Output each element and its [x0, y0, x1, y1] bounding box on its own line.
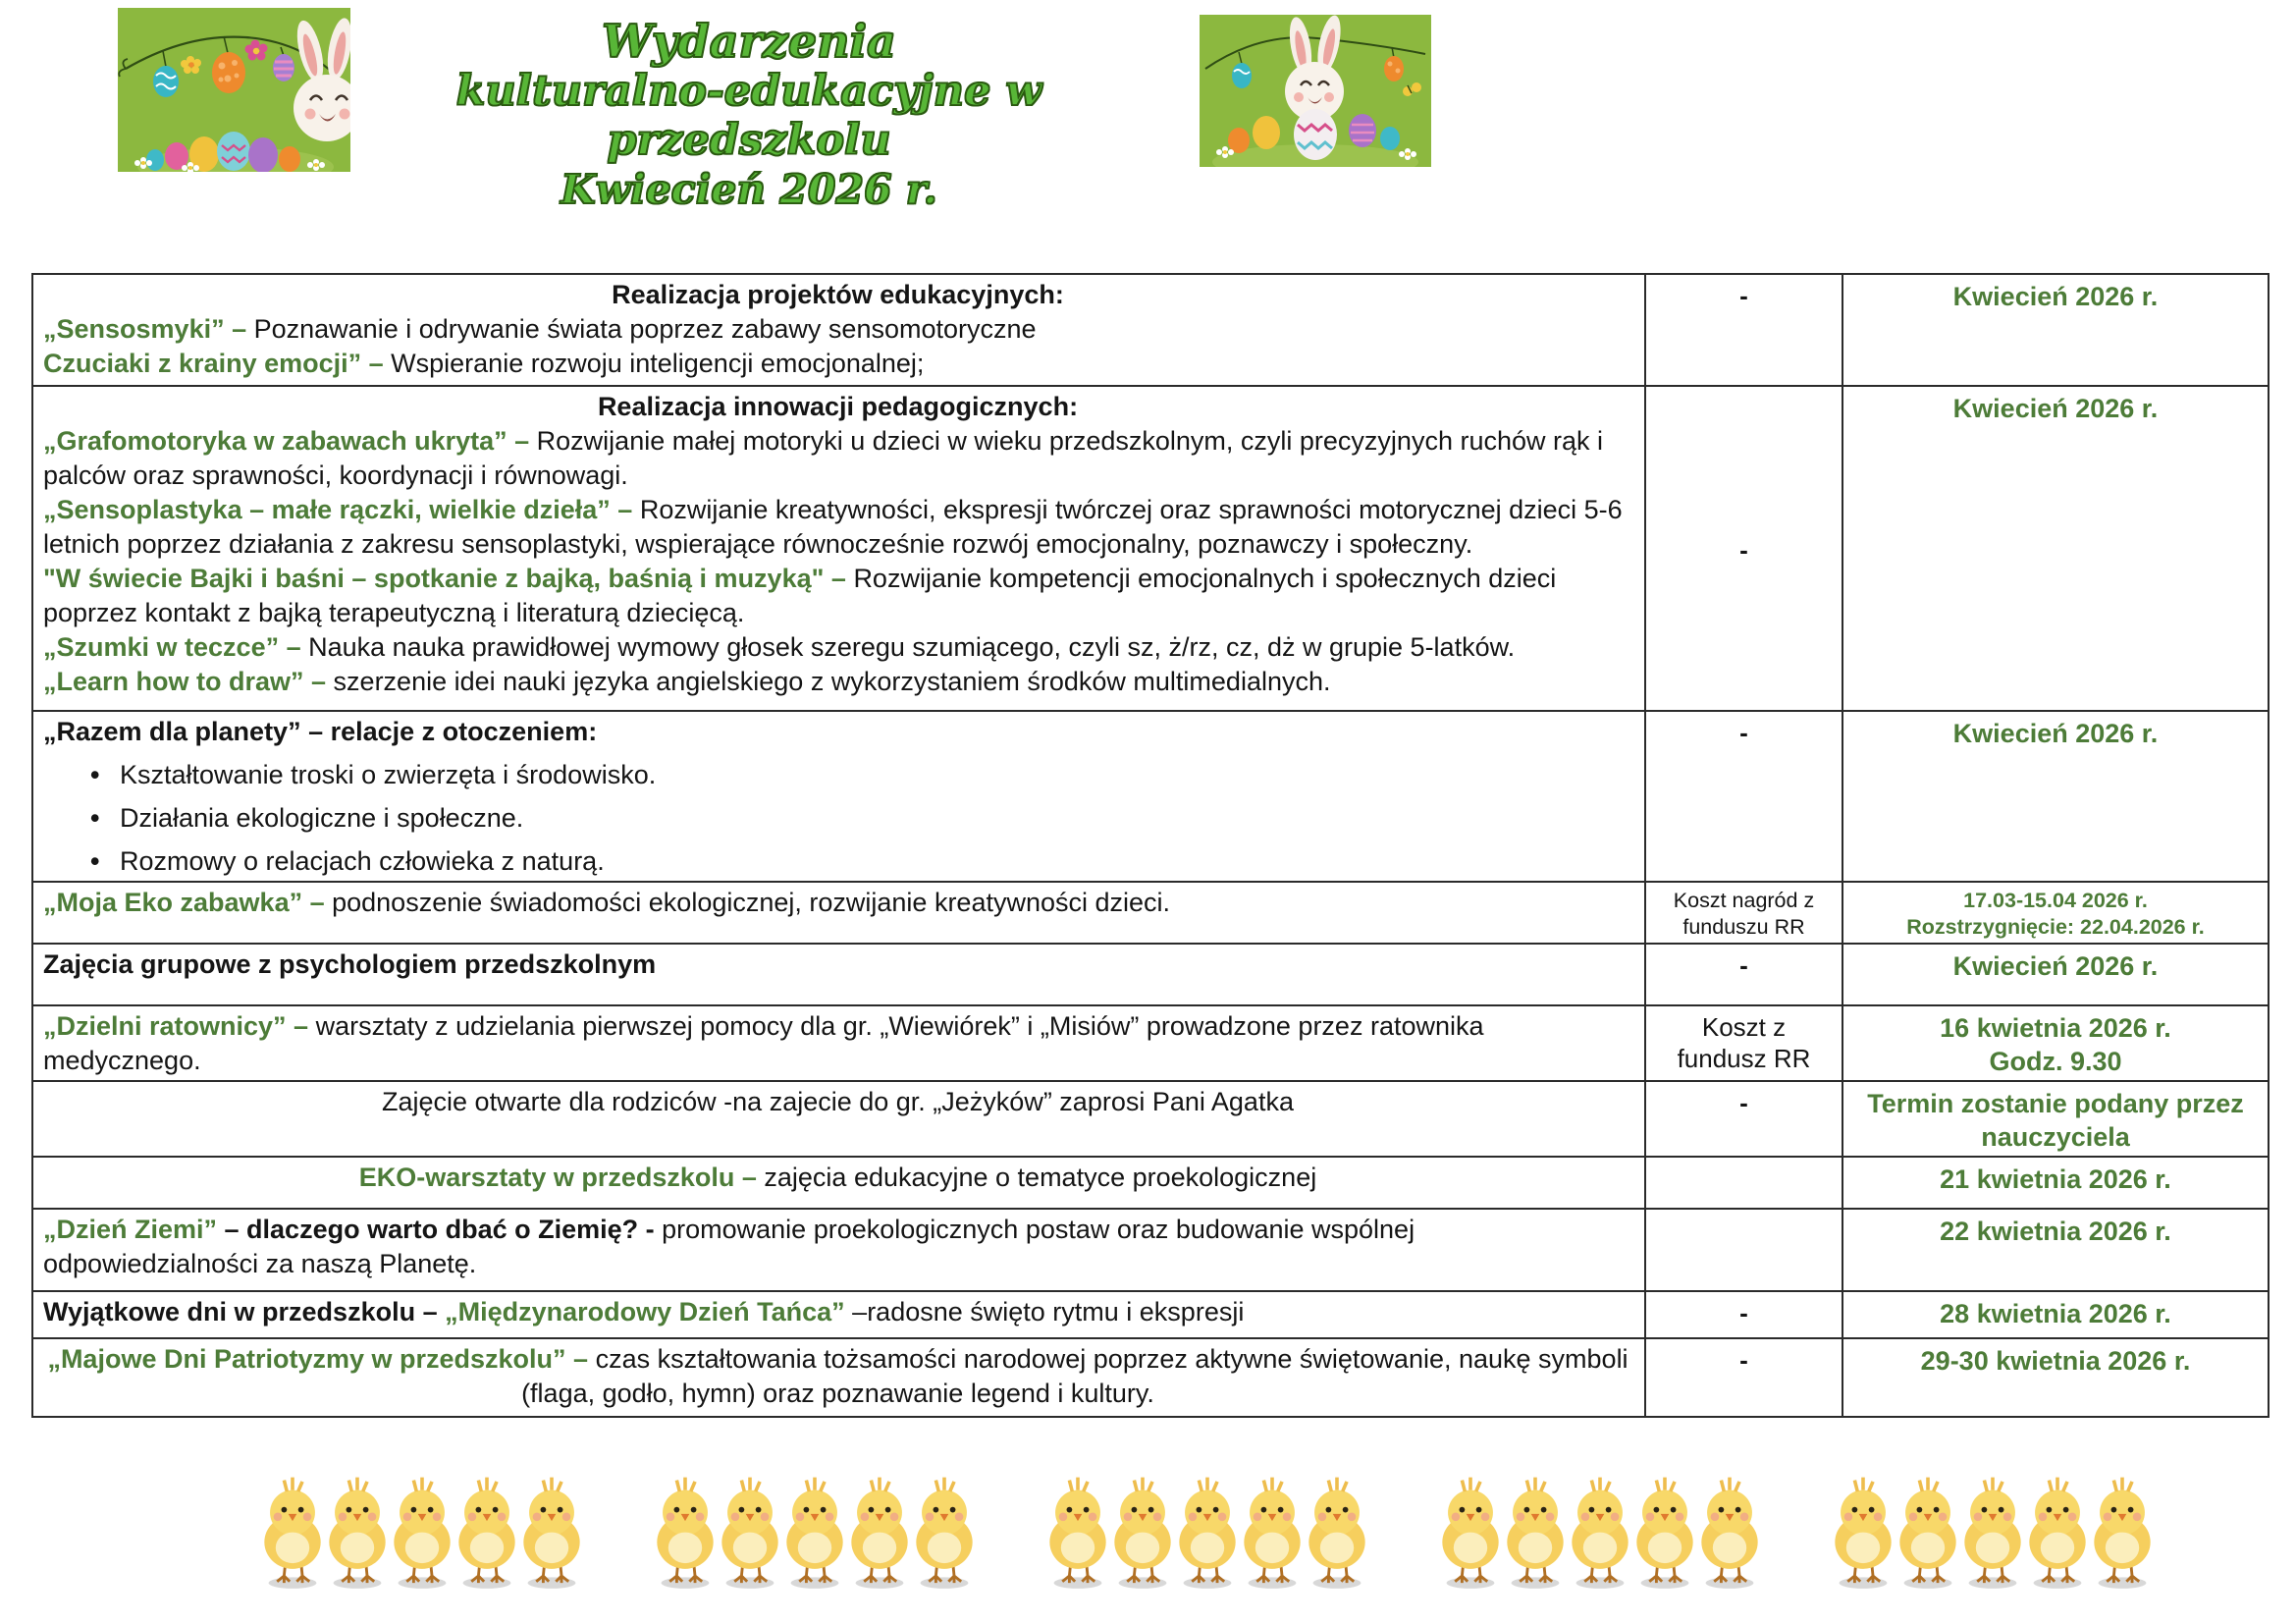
- text-line: • Działania ekologiczne i społeczne.: [43, 801, 1632, 836]
- chick-icon: [902, 1475, 987, 1593]
- text-line: EKO-warsztaty w przedszkolu – zajęcia edukacyjne o tematyce proekologicznej: [358, 1163, 1317, 1192]
- text-line: -: [1739, 1345, 1748, 1375]
- title-line-1: Wydarzenia: [602, 15, 896, 68]
- row-dzielni-ratownicy-c1: [32, 1005, 1645, 1081]
- text-line: „Sensoplastyka – małe rączki, wielkie dzieła” – Rozwijanie kreatywności, ekspresji twórczej oraz sprawności motorycznej dzieci 5-6 letnich poprzez działania z zakresu sensoplastyki, wspierające równocześnie rozwój emocjonalny, poznawczy i społeczny.: [43, 495, 1623, 559]
- row-dzielni-ratownicy: [32, 1005, 2269, 1081]
- row-majowe-dni-patriotyzmu-c2: [1645, 1338, 1842, 1417]
- row-projekty-edukacyjne-c3: [1842, 274, 2269, 386]
- text-line: Kwiecień 2026 r.: [1952, 282, 2159, 311]
- text-line: fundusz RR: [1677, 1044, 1811, 1073]
- text-line: 21 kwietnia 2026 r.: [1940, 1164, 2171, 1194]
- text-line: „Grafomotoryka w zabawach ukryta” – Rozwijanie małej motoryki u dzieci w wieku przedszkolnym, czyli precyzyjnych ruchów rąk i palców oraz sprawności, koordynacji i równowagi.: [43, 426, 1604, 490]
- row-eko-warsztaty-c3: [1842, 1157, 2269, 1209]
- row-razem-dla-planety: [32, 711, 2269, 882]
- row-dzien-tanca-c2: [1645, 1291, 1842, 1338]
- page-title: [356, 16, 1142, 214]
- row-zajecia-z-psychologiem-c2: [1645, 944, 1842, 1005]
- row-projekty-edukacyjne-c1: [32, 274, 1645, 386]
- text-line: Koszt z: [1701, 1012, 1787, 1042]
- text-line: 22 kwietnia 2026 r.: [1940, 1217, 2171, 1246]
- text-line: Zajęcie otwarte dla rodziców -na zajecie do gr. „Jeżyków” zaprosi Pani Agatka: [382, 1087, 1294, 1116]
- chick-icon: [509, 1475, 594, 1593]
- text-line: „Majowe Dni Patriotyzmy w przedszkolu” – czas kształtowania tożsamości narodowej poprzez aktywne świętowanie, naukę symboli (flaga, godło, hymn) oraz poznawanie legend i kultury.: [47, 1344, 1629, 1408]
- text-line: "W świecie Bajki i baśni – spotkanie z bajką, baśnią i muzyką" – Rozwijanie kompetencji emocjonalnych i społecznych dzieci poprzez kontakt z bajką terapeutyczną i literaturą dziecięcą.: [43, 564, 1557, 627]
- text-line: „Dzielni ratownicy” – warsztaty z udzielania pierwszej pomocy dla gr. „Wiewiórek” i „Misiów” prowadzone przez ratownika medycznego.: [43, 1011, 1484, 1075]
- row-innowacje-pedagogiczne-c3: [1842, 386, 2269, 711]
- text-line: Godz. 9.30: [1989, 1047, 2122, 1076]
- row-dzien-ziemi-c1: [32, 1209, 1645, 1291]
- text-line: -: [1739, 950, 1748, 980]
- row-innowacje-pedagogiczne: [32, 386, 2269, 711]
- row-dzien-tanca: [32, 1291, 2269, 1338]
- text-line: -: [1739, 1088, 1748, 1117]
- row-moja-eko-zabawka-c3: [1842, 882, 2269, 944]
- row-zajecia-z-psychologiem-c3: [1842, 944, 2269, 1005]
- text-line: Kwiecień 2026 r.: [1952, 951, 2159, 981]
- text-line: „Moja Eko zabawka” – podnoszenie świadomości ekologicznej, rozwijanie kreatywności dzieci.: [43, 888, 1171, 917]
- text-line: funduszu RR: [1682, 915, 1805, 939]
- text-line: Termin zostanie podany przez nauczyciela: [1867, 1089, 2244, 1152]
- text-line: „Szumki w teczce” – Nauka nauka prawidłowej wymowy głosek szeregu szumiącego, czyli sz, ż/rz, cz, dż w grupie 5-latków.: [43, 632, 1516, 662]
- row-zajecia-z-psychologiem: [32, 944, 2269, 1005]
- row-zajecia-z-psychologiem-c1: [32, 944, 1645, 1005]
- text-line: „Learn how to draw” – szerzenie idei nauki języka angielskiego z wykorzystaniem środków multimedialnych.: [43, 667, 1331, 696]
- text-line: Wyjątkowe dni w przedszkolu – „Międzynarodowy Dzień Tańca” –radosne święto rytmu i ekspresji: [43, 1297, 1245, 1326]
- text-line: 29-30 kwietnia 2026 r.: [1920, 1346, 2191, 1376]
- events-table: [31, 273, 2269, 1418]
- chick-group: [1428, 1475, 1772, 1593]
- row-eko-warsztaty: [32, 1157, 2269, 1209]
- text-line: Koszt nagród z: [1673, 889, 1815, 912]
- chick-icon: [1687, 1475, 1772, 1593]
- row-eko-warsztaty-c2: [1645, 1157, 1842, 1209]
- text-line: • Kształtowanie troski o zwierzęta i środowisko.: [43, 758, 1632, 792]
- text-line: • Rozmowy o relacjach człowieka z naturą.: [43, 844, 1632, 879]
- row-zajecie-otwarte-c1: [32, 1081, 1645, 1157]
- easter-bunny-garland-banner: [118, 8, 350, 172]
- decorated-egg: [1294, 109, 1337, 160]
- row-dzielni-ratownicy-c3: [1842, 1005, 2269, 1081]
- row-zajecie-otwarte: [32, 1081, 2269, 1157]
- row-zajecie-otwarte-c2: [1645, 1081, 1842, 1157]
- text-line: -: [1739, 718, 1748, 747]
- row-dzien-ziemi-c2: [1645, 1209, 1842, 1291]
- chicks-footer: [250, 1475, 2164, 1593]
- chick-group: [643, 1475, 987, 1593]
- row-majowe-dni-patriotyzmu: [32, 1338, 2269, 1417]
- row-innowacje-pedagogiczne-c2: [1645, 386, 1842, 711]
- row-dzien-ziemi: [32, 1209, 2269, 1291]
- row-majowe-dni-patriotyzmu-c3: [1842, 1338, 2269, 1417]
- row-razem-dla-planety-c3: [1842, 711, 2269, 882]
- chick-icon: [1295, 1475, 1379, 1593]
- text-line: Kwiecień 2026 r.: [1952, 719, 2159, 748]
- row-moja-eko-zabawka-c1: [32, 882, 1645, 944]
- chick-group: [1821, 1475, 2164, 1593]
- row-zajecie-otwarte-c3: [1842, 1081, 2269, 1157]
- row-moja-eko-zabawka-c2: [1645, 882, 1842, 944]
- text-line: 17.03-15.04 2026 r.: [1963, 889, 2148, 912]
- text-line: „Sensosmyki” – Poznawanie i odrywanie świata poprzez zabawy sensomotoryczne: [43, 314, 1037, 344]
- row-projekty-edukacyjne: [32, 274, 2269, 386]
- chick-group: [250, 1475, 594, 1593]
- text-line: „Dzień Ziemi” – dlaczego warto dbać o Ziemię? - promowanie proekologicznych postaw oraz budowanie wspólnej odpowiedzialności za naszą Planetę.: [43, 1215, 1415, 1278]
- hanging-egg-orange: [212, 52, 245, 93]
- text-line: „Razem dla planety” – relacje z otoczeniem:: [43, 717, 598, 746]
- row-dzien-tanca-c1: [32, 1291, 1645, 1338]
- text-line: Czuciaki z krainy emocji” – Wspieranie rozwoju inteligencji emocjonalnej;: [43, 349, 925, 378]
- text-line: -: [1739, 1298, 1748, 1327]
- title-line-2: kulturalno-edukacyjne w przedszkolu: [455, 67, 1042, 165]
- row-projekty-edukacyjne-c2: [1645, 274, 1842, 386]
- easter-bunny-eggs-banner: [1200, 15, 1431, 167]
- text-line: 16 kwietnia 2026 r.: [1940, 1013, 2171, 1043]
- row-innowacje-pedagogiczne-c1: [32, 386, 1645, 711]
- title-line-3: Kwiecień 2026 r.: [561, 166, 937, 213]
- row-eko-warsztaty-c1: [32, 1157, 1645, 1209]
- text-line: Rozstrzygnięcie: 22.04.2026 r.: [1906, 915, 2205, 939]
- hanging-egg-teal: [153, 66, 179, 97]
- text-line: Realizacja innowacji pedagogicznych:: [597, 392, 1079, 421]
- text-line: -: [1739, 535, 1748, 565]
- text-line: -: [1739, 281, 1748, 310]
- row-dzien-ziemi-c3: [1842, 1209, 2269, 1291]
- row-majowe-dni-patriotyzmu-c1: [32, 1338, 1645, 1417]
- text-line: Kwiecień 2026 r.: [1952, 394, 2159, 423]
- row-razem-dla-planety-c2: [1645, 711, 1842, 882]
- row-moja-eko-zabawka: [32, 882, 2269, 944]
- chick-icon: [2080, 1475, 2164, 1593]
- row-dzien-tanca-c3: [1842, 1291, 2269, 1338]
- chick-group: [1036, 1475, 1379, 1593]
- text-line: Zajęcia grupowe z psychologiem przedszkolnym: [43, 949, 657, 979]
- row-dzielni-ratownicy-c2: [1645, 1005, 1842, 1081]
- text-line: 28 kwietnia 2026 r.: [1940, 1299, 2171, 1328]
- row-razem-dla-planety-c1: [32, 711, 1645, 882]
- text-line: Realizacja projektów edukacyjnych:: [612, 280, 1064, 309]
